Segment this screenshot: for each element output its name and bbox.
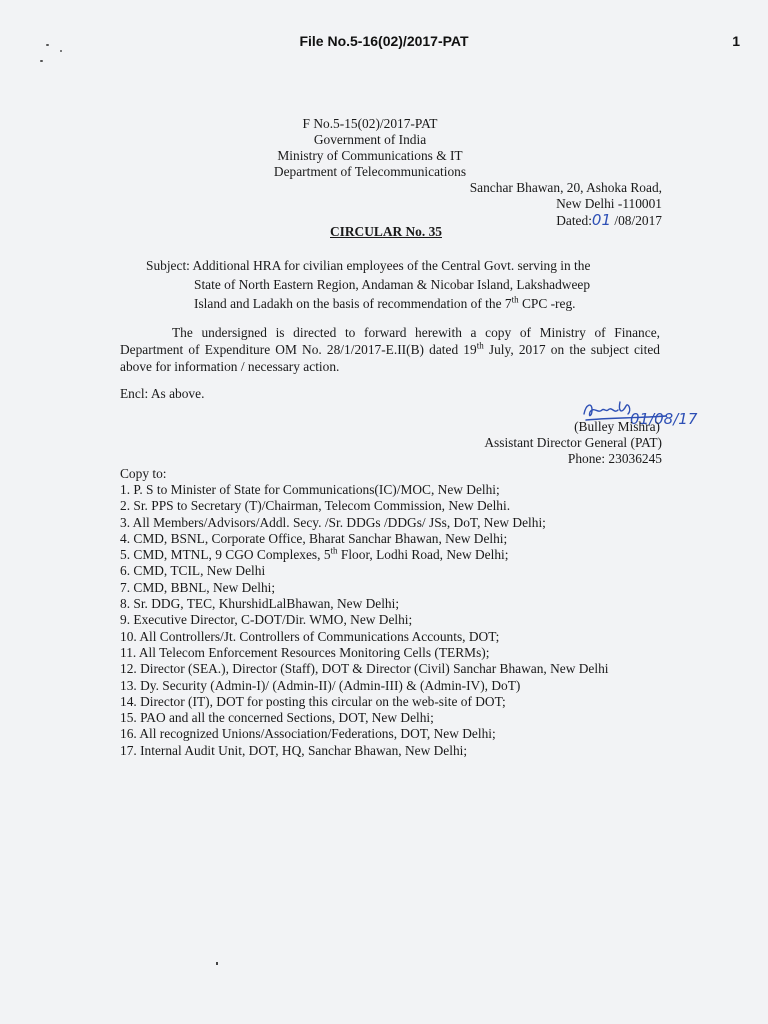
body-text-part-1: The undersigned is directed to forward herewith a copy of Ministry of Finance, Department of Expenditure OM No. 28/1/2017-E.II(B) dated 19	[120, 325, 660, 357]
copy-item: 7. CMD, BBNL, New Delhi;	[120, 579, 276, 595]
file-number-header: File No.5-16(02)/2017-PAT	[299, 33, 469, 49]
subject-line-1: Subject: Additional HRA for civilian employees of the Central Govt. serving in the	[146, 258, 591, 273]
copy-item: 11. All Telecom Enforcement Resources Monitoring Cells (TERMs);	[120, 644, 490, 660]
copy-item: 1. P. S to Minister of State for Communications(IC)/MOC, New Delhi;	[120, 482, 500, 497]
copy-item: 3. All Members/Advisors/Addl. Secy. /Sr. DDGs /DDGs/ JSs, DoT, New Delhi;	[120, 514, 546, 530]
body-text-part-2: July, 2017 on the subject cited above for information / necessary action.	[120, 342, 660, 374]
address-line-1: Sanchar Bhawan, 20, Ashoka Road,	[469, 180, 662, 195]
copy-item-5-end: Floor, Lodhi Road, New Delhi;	[337, 547, 509, 563]
scan-speck	[216, 962, 218, 965]
body-paragraph	[120, 324, 660, 375]
scan-speck	[40, 60, 43, 62]
subject-superscript: th	[511, 294, 519, 305]
file-reference: F No.5-15(02)/2017-PAT	[302, 116, 438, 131]
date-line	[470, 212, 662, 229]
date-handwritten: 01	[591, 211, 612, 229]
copy-item: 2. Sr. PPS to Secretary (T)/Chairman, Telecom Commission, New Delhi.	[120, 498, 511, 514]
copy-item-5-text: 5. CMD, MTNL, 9 CGO Complexes, 5	[120, 547, 331, 563]
signature-date: 01/08/17	[630, 410, 698, 428]
copy-item: 9. Executive Director, C-DOT/Dir. WMO, New Delhi;	[120, 612, 413, 628]
subject-line-3-text: Island and Ladakh on the basis of recommendation of the 7	[194, 296, 512, 311]
signatory-phone: Phone: 23036245	[567, 451, 662, 466]
letterhead-center	[250, 116, 490, 180]
page-number: 1	[732, 33, 740, 49]
government-line: Government of India	[313, 132, 427, 147]
signatory-name: (Bulley Mishra)	[574, 419, 660, 434]
copy-item: 10. All Controllers/Jt. Controllers of Communications Accounts, DOT;	[120, 628, 500, 644]
scan-speck	[46, 44, 49, 46]
circular-title: CIRCULAR No. 35	[330, 224, 442, 239]
scan-speck	[60, 50, 62, 52]
body-superscript: th	[476, 340, 484, 351]
date-label: Dated:	[556, 213, 592, 228]
enclosure-note: Encl: As above.	[120, 386, 205, 401]
subject-block	[146, 256, 658, 313]
copy-item: 16. All recognized Unions/Association/Federations, DOT, New Delhi;	[120, 726, 496, 742]
department-line: Department of Telecommunications	[273, 164, 467, 179]
copy-item-5-superscript: th	[330, 545, 338, 556]
date-rest: /08/2017	[614, 213, 662, 228]
subject-line-2: State of North Eastern Region, Andaman & Nicobar Island, Lakshadweep	[194, 277, 591, 292]
copy-to-list	[120, 482, 660, 759]
letterhead-address	[470, 180, 662, 229]
copy-item: 15. PAO and all the concerned Sections, DOT, New Delhi;	[120, 710, 434, 726]
copy-item: 4. CMD, BSNL, Corporate Office, Bharat Sanchar Bhawan, New Delhi;	[120, 530, 508, 546]
signatory-designation: Assistant Director General (PAT)	[484, 435, 662, 450]
copy-item: 6. CMD, TCIL, New Delhi	[120, 563, 266, 579]
copy-item: 17. Internal Audit Unit, DOT, HQ, Sanchar Bhawan, New Delhi;	[120, 742, 468, 758]
subject-line-3-end: CPC -reg.	[518, 296, 576, 311]
copy-item: 13. Dy. Security (Admin-I)/ (Admin-II)/ (Admin-III) & (Admin-IV), DoT)	[120, 677, 521, 693]
copy-item	[120, 547, 660, 563]
signatory-block	[484, 419, 662, 467]
copy-to-label: Copy to:	[120, 466, 167, 481]
copy-item: 8. Sr. DDG, TEC, KhurshidLalBhawan, New Delhi;	[120, 596, 400, 612]
copy-item: 12. Director (SEA.), Director (Staff), DOT & Director (Civil) Sanchar Bhawan, New Delhi	[120, 661, 609, 677]
copy-item: 14. Director (IT), DOT for posting this circular on the web-site of DOT;	[120, 693, 506, 709]
ministry-line: Ministry of Communications & IT	[277, 148, 463, 163]
address-line-2: New Delhi -110001	[556, 196, 662, 211]
subject-line-3	[146, 294, 658, 313]
